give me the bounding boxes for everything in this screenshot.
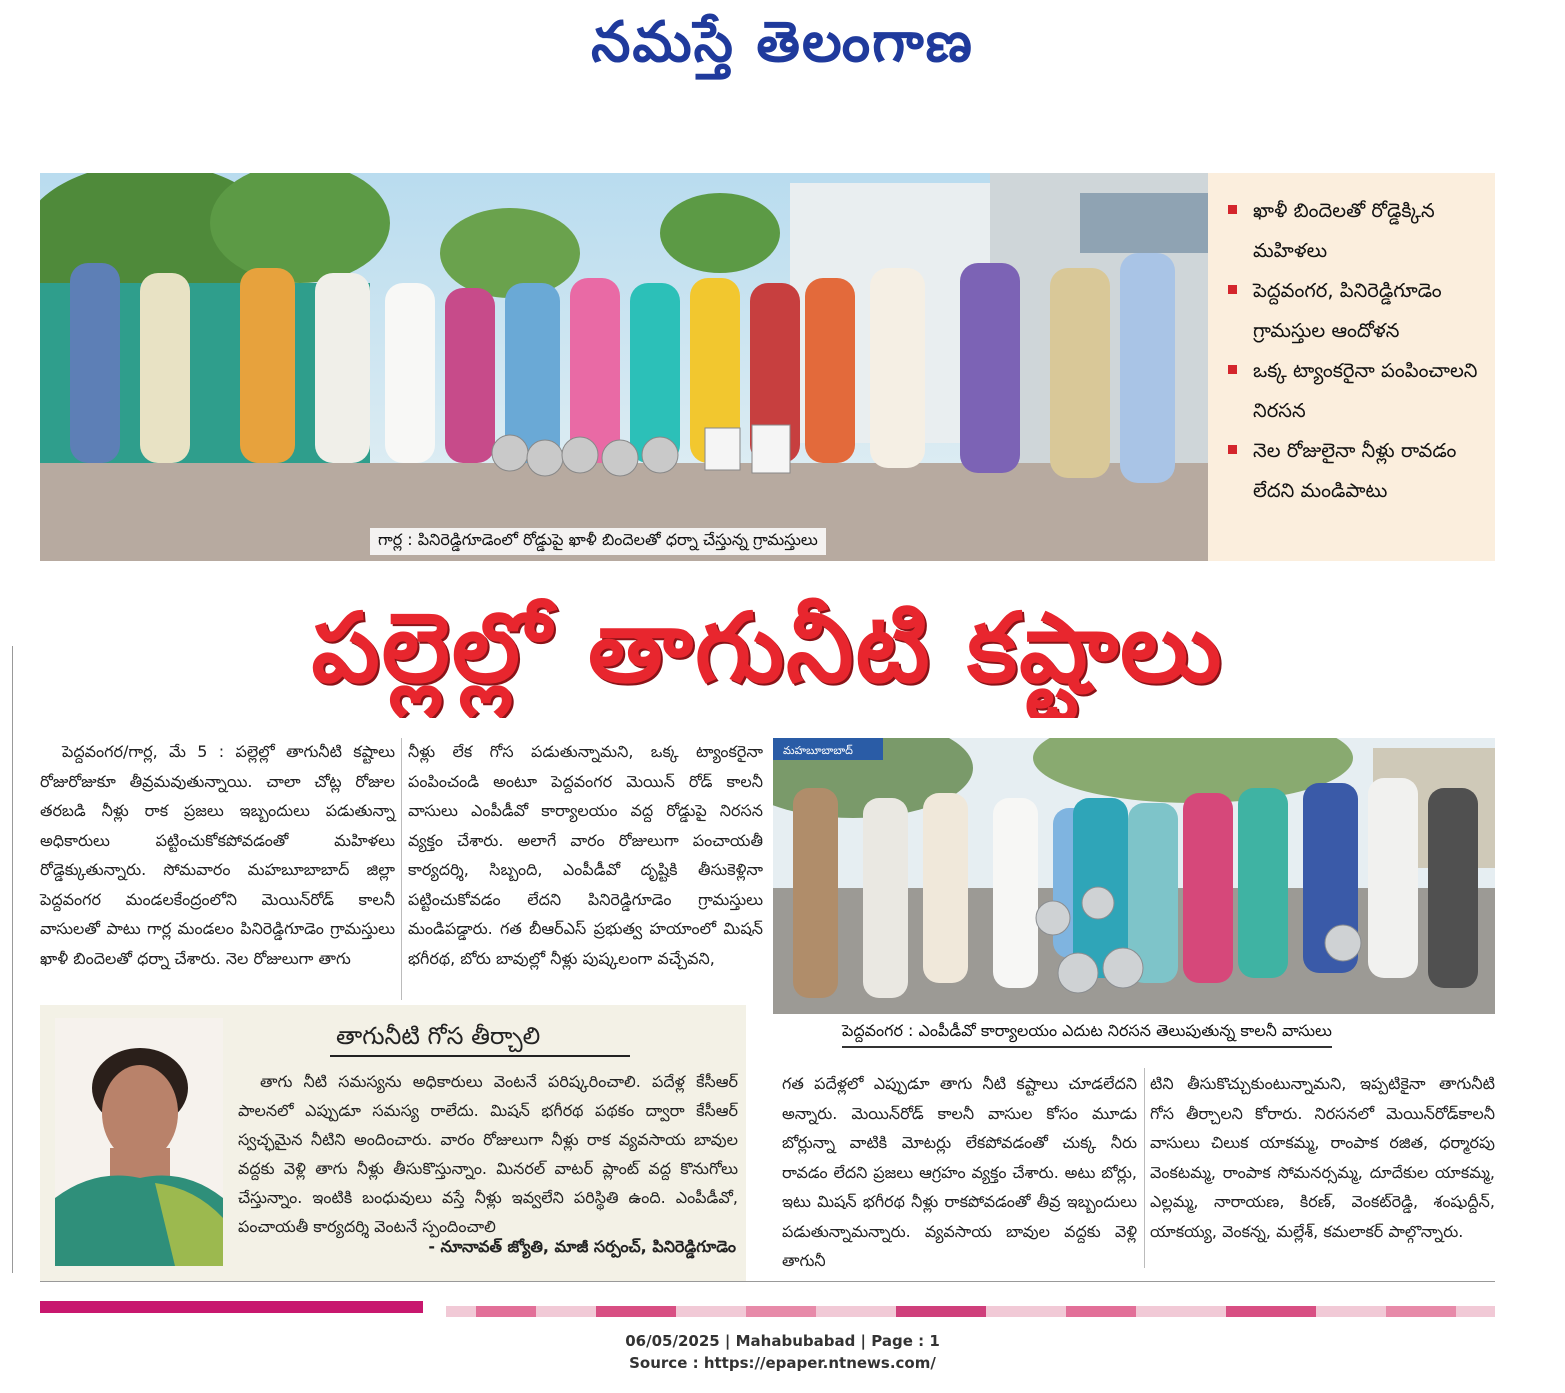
quote-title: తాగునీటి గోస తీర్చాలి — [336, 1022, 541, 1050]
quote-text: తాగు నీటి సమస్యను అధికారులు వెంటనే పరిష్కరించాలి. పదేళ్ల కేసీఆర్ పాలనలో ఎప్పుడూ సమస్య రాలేదు. మిషన్ భగీరథ పథకం ద్వారా కేసీఆర్ స్వచ్ఛమైన నీటిని అందించారు. వారం రోజులుగా నీళ్లు రాక వ్యవసాయ బావుల వద్దకు వెళ్లి తాగు నీళ్లు తీసుకొస్తున్నాం. మినరల్ వాటర్ ప్లాంట్ వద్ద కొనుగోలు చేస్తున్నాం. ఇంటికి బంధువులు వస్తే నీళ్లు ఇవ్వలేని పరిస్థితి ఉంది. ఎంపీడీవో, పంచాయతీ కార్యదర్శి వెంటనే స్పందించాలి — [238, 1072, 738, 1236]
photo-strip-image — [446, 1306, 1495, 1317]
quote-title-underline — [330, 1055, 630, 1057]
bullet-icon — [1228, 285, 1237, 294]
page-bottom-rule — [40, 1281, 1495, 1282]
column-divider — [401, 738, 402, 1000]
footer-date-line: 06/05/2025 | Mahabubabad | Page : 1 — [625, 1332, 940, 1350]
column-divider — [1144, 1068, 1145, 1268]
photo-caption-main: గార్ల : పినిరెడ్డిగూడెంలో రోడ్డుపై ఖాళీ బిందెలతో ధర్నా చేస్తున్న గ్రామస్తులు — [370, 528, 826, 555]
article-column-3: గత పదేళ్లలో ఎప్పుడూ తాగు నీటి కష్టాలు చూడలేదని అన్నారు. మెయిన్‌రోడ్ కాలనీ వాసుల కోసం మూడు బోర్లున్నా వాటికి మోటర్లు లేకపోవడంతో చుక్క నీరు రావడం లేదని ప్రజలు ఆగ్రహం వ్యక్తం చేశారు. అటు బోర్లు, ఇటు మిషన్ భగీరథ నీళ్లు రాకపోవడంతో తీవ్ర ఇబ్బందులు పడుతున్నామన్నారు. వ్యవసాయ బావుల వద్దకు వెళ్లి తాగునీ — [782, 1074, 1137, 1270]
quote-portrait — [55, 1018, 223, 1266]
next-article-photo-strip — [446, 1302, 1495, 1313]
article-column-1: పెద్దవంగర/గార్ల, మే 5 : పల్లెల్లో తాగునీటి కష్టాలు రోజురోజుకూ తీవ్రమవుతున్నాయి. చాలా చోట్ల రోజుల తరబడి నీళ్లు రాక ప్రజలు ఇబ్బందులు పడుతున్నా అధికారులు పట్టించుకోకపోవడంతో మహిళలు రోడ్డెక్కుతున్నారు. సోమవారం మహబూబాబాద్ జిల్లా పెద్దవంగర మండలకేంద్రంలోని మెయిన్‌రోడ్ కాలనీ వాసులతో పాటు గార్ల మండలం పినిరెడ్డిగూడెం గ్రామస్తులు ఖాళీ బిందెలతో ధర్నా చేశారు. నెల రోజులుగా తాగు — [40, 742, 395, 968]
masthead-logo: నమస్తే తెలంగాణ — [591, 10, 974, 75]
portrait-image — [55, 1018, 223, 1266]
highlight-item: ఖాళీ బిందెలతో రోడ్డెక్కిన మహిళలు — [1228, 191, 1490, 271]
protest-photo-secondary — [773, 738, 1495, 1014]
highlight-item: పెద్దవంగర, పినిరెడ్డిగూడెం గ్రామస్తుల ఆందోళన — [1228, 271, 1490, 351]
bullet-icon — [1228, 445, 1237, 454]
sign-board-text: మహబూబాబాద్ — [783, 744, 853, 757]
highlight-item: నెల రోజులైనా నీళ్లు రావడం లేదని మండిపాటు — [1228, 431, 1490, 511]
article-column-4: టిని తీసుకొచ్చుకుంటున్నామని, ఇప్పటికైనా తాగునీటి గోస తీర్చాలని కోరారు. నిరసనలో మెయిన్‌రోడ్‌కాలనీ వాసులు చిలుక యాకమ్మ, రాంపాక రజిత, ధర్మారపు వెంకటమ్మ, రాంపాక సోమనర్సమ్మ, దూదేకుల యాకమ్మ, ఎల్లమ్మ, నారాయణ, కిరణ్, వెంకట్‌రెడ్డి, శంషుద్దీన్, యాకయ్య, వెంకన్న, మల్లేశ్, కమలాకర్ పాల్గొన్నారు. — [1150, 1074, 1495, 1241]
bullet-icon — [1228, 205, 1237, 214]
quote-author: - నూనావత్ జ్యోతి, మాజీ సర్పంచ్, పినిరెడ్డిగూడెం — [428, 1237, 736, 1256]
next-article-band — [40, 1301, 423, 1313]
protest-photo-secondary-image — [773, 738, 1495, 1014]
photo-caption-secondary: పెద్దవంగర : ఎంపీడీవో కార్యాలయం ఎదుట నిరసన తెలుపుతున్న కాలనీ వాసులు — [842, 1021, 1332, 1048]
margin-rule — [12, 646, 13, 1273]
protest-photo-main — [40, 173, 1208, 561]
bullet-icon — [1228, 365, 1237, 374]
protest-photo-main-image — [40, 173, 1208, 561]
article-column-2: నీళ్లు లేక గోస పడుతున్నామని, ఒక్క ట్యాంకరైనా పంపించండి అంటూ పెద్దవంగర మెయిన్ రోడ్ కాలనీ వాసులు ఎంపీడీవో కార్యాలయం వద్ద రోడ్డుపై నిరసన వ్యక్తం చేశారు. అలాగే వారం రోజులుగా పంచాయతీ కార్యదర్శి, సిబ్బంది, ఎంపీడీవో దృష్టికి తీసుకెళ్లినా పట్టించుకోవడం లేదని పినిరెడ్డిగూడెం గ్రామస్తులు మండిపడ్డారు. గత బీఆర్ఎస్ ప్రభుత్వ హయాంలో మిషన్ భగీరథ, బోరు బావుల్లో నీళ్లు పుష్కలంగా వచ్చేవని, — [408, 742, 763, 968]
headline: పల్లెల్లో తాగునీటి కష్టాలు — [311, 592, 1224, 704]
highlights-box — [1208, 173, 1495, 561]
highlight-item: ఒక్క ట్యాంకరైనా పంపించాలని నిరసన — [1228, 351, 1490, 431]
footer-source-line: Source : https://epaper.ntnews.com/ — [629, 1354, 936, 1372]
